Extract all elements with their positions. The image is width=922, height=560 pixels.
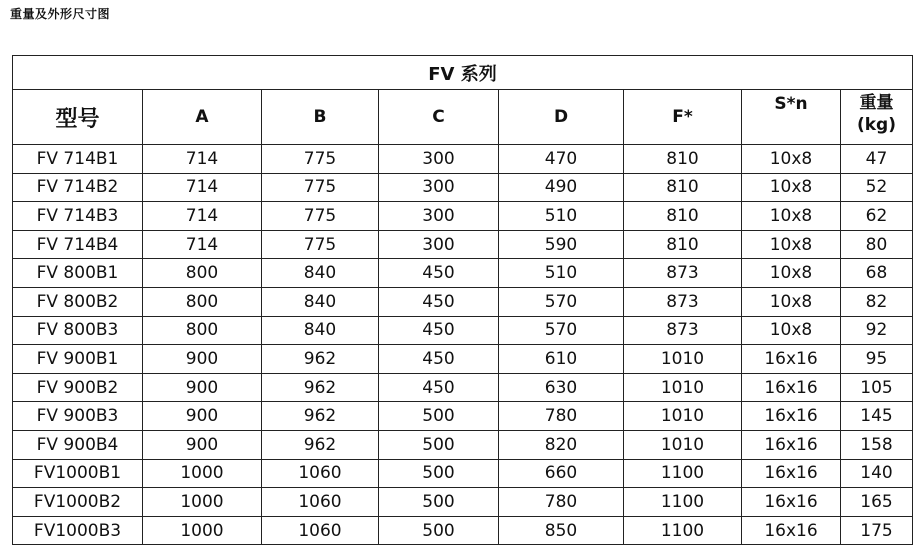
- series-title-row: [13, 56, 913, 90]
- cell-d: 510: [499, 202, 624, 231]
- table-row: [13, 202, 913, 231]
- cell-c: 300: [379, 230, 499, 259]
- cell-model: FV 900B1: [13, 345, 143, 374]
- cell-b: 1060: [262, 459, 379, 488]
- header-f: F*: [624, 90, 742, 145]
- cell-sn: 10x8: [742, 287, 841, 316]
- cell-f: 1010: [624, 373, 742, 402]
- cell-weight: 82: [841, 287, 913, 316]
- cell-f: 873: [624, 287, 742, 316]
- cell-sn: 10x8: [742, 145, 841, 174]
- cell-f: 810: [624, 202, 742, 231]
- cell-sn: 16x16: [742, 459, 841, 488]
- cell-c: 450: [379, 345, 499, 374]
- header-model: 型号: [13, 90, 143, 145]
- cell-weight: 105: [841, 373, 913, 402]
- cell-a: 714: [143, 173, 262, 202]
- cell-a: 800: [143, 259, 262, 288]
- cell-f: 1010: [624, 430, 742, 459]
- cell-f: 873: [624, 259, 742, 288]
- cell-model: FV 714B1: [13, 145, 143, 174]
- table-row: [13, 345, 913, 374]
- cell-a: 900: [143, 345, 262, 374]
- table-row: [13, 373, 913, 402]
- cell-weight: 158: [841, 430, 913, 459]
- table-row: [13, 173, 913, 202]
- cell-weight: 62: [841, 202, 913, 231]
- cell-d: 610: [499, 345, 624, 374]
- cell-weight: 175: [841, 516, 913, 545]
- cell-model: FV 800B2: [13, 287, 143, 316]
- cell-model: FV 714B4: [13, 230, 143, 259]
- fv-series-spec-table: [12, 55, 913, 545]
- cell-sn: 10x8: [742, 316, 841, 345]
- cell-sn: 16x16: [742, 345, 841, 374]
- cell-d: 470: [499, 145, 624, 174]
- cell-c: 300: [379, 145, 499, 174]
- cell-weight: 68: [841, 259, 913, 288]
- cell-sn: 10x8: [742, 230, 841, 259]
- header-weight-unit: (kg): [856, 115, 896, 135]
- cell-b: 962: [262, 430, 379, 459]
- cell-b: 775: [262, 173, 379, 202]
- cell-f: 1010: [624, 345, 742, 374]
- cell-d: 570: [499, 287, 624, 316]
- cell-f: 1100: [624, 516, 742, 545]
- cell-a: 800: [143, 287, 262, 316]
- cell-d: 510: [499, 259, 624, 288]
- cell-b: 775: [262, 202, 379, 231]
- cell-sn: 16x16: [742, 488, 841, 517]
- spec-table-body: [13, 145, 913, 545]
- cell-weight: 140: [841, 459, 913, 488]
- cell-sn: 10x8: [742, 173, 841, 202]
- cell-model: FV 900B3: [13, 402, 143, 431]
- table-row: [13, 230, 913, 259]
- cell-d: 630: [499, 373, 624, 402]
- column-header-row: [13, 90, 913, 145]
- cell-b: 1060: [262, 488, 379, 517]
- cell-c: 500: [379, 488, 499, 517]
- cell-b: 962: [262, 373, 379, 402]
- cell-b: 962: [262, 402, 379, 431]
- table-row: [13, 430, 913, 459]
- cell-model: FV 900B2: [13, 373, 143, 402]
- cell-model: FV 714B2: [13, 173, 143, 202]
- cell-a: 1000: [143, 459, 262, 488]
- cell-b: 840: [262, 287, 379, 316]
- cell-a: 900: [143, 402, 262, 431]
- cell-model: FV1000B3: [13, 516, 143, 545]
- cell-model: FV 800B3: [13, 316, 143, 345]
- cell-model: FV1000B2: [13, 488, 143, 517]
- cell-c: 500: [379, 402, 499, 431]
- table-row: [13, 259, 913, 288]
- cell-c: 500: [379, 430, 499, 459]
- cell-a: 900: [143, 373, 262, 402]
- table-row: [13, 459, 913, 488]
- cell-model: FV 900B4: [13, 430, 143, 459]
- cell-weight: 52: [841, 173, 913, 202]
- cell-weight: 145: [841, 402, 913, 431]
- cell-d: 570: [499, 316, 624, 345]
- series-title: FV 系列: [13, 56, 913, 90]
- table-row: [13, 287, 913, 316]
- cell-f: 1100: [624, 488, 742, 517]
- header-weight: [841, 90, 913, 145]
- cell-d: 780: [499, 402, 624, 431]
- cell-f: 810: [624, 145, 742, 174]
- header-c: C: [379, 90, 499, 145]
- cell-d: 590: [499, 230, 624, 259]
- cell-b: 1060: [262, 516, 379, 545]
- cell-model: FV1000B1: [13, 459, 143, 488]
- header-b: B: [262, 90, 379, 145]
- cell-b: 775: [262, 145, 379, 174]
- header-sn: S*n: [742, 90, 841, 145]
- table-row: [13, 316, 913, 345]
- cell-d: 850: [499, 516, 624, 545]
- cell-d: 660: [499, 459, 624, 488]
- cell-b: 775: [262, 230, 379, 259]
- cell-model: FV 800B1: [13, 259, 143, 288]
- cell-weight: 80: [841, 230, 913, 259]
- cell-weight: 47: [841, 145, 913, 174]
- cell-c: 500: [379, 516, 499, 545]
- cell-a: 1000: [143, 516, 262, 545]
- cell-c: 300: [379, 202, 499, 231]
- cell-weight: 95: [841, 345, 913, 374]
- cell-sn: 16x16: [742, 373, 841, 402]
- cell-f: 873: [624, 316, 742, 345]
- cell-a: 714: [143, 202, 262, 231]
- cell-a: 800: [143, 316, 262, 345]
- cell-c: 450: [379, 287, 499, 316]
- table-row: [13, 516, 913, 545]
- cell-f: 1100: [624, 459, 742, 488]
- cell-d: 780: [499, 488, 624, 517]
- cell-weight: 92: [841, 316, 913, 345]
- cell-sn: 16x16: [742, 402, 841, 431]
- cell-sn: 10x8: [742, 202, 841, 231]
- cell-d: 490: [499, 173, 624, 202]
- cell-b: 840: [262, 316, 379, 345]
- cell-f: 810: [624, 173, 742, 202]
- cell-sn: 10x8: [742, 259, 841, 288]
- cell-f: 1010: [624, 402, 742, 431]
- cell-a: 714: [143, 230, 262, 259]
- cell-weight: 165: [841, 488, 913, 517]
- cell-a: 714: [143, 145, 262, 174]
- header-a: A: [143, 90, 262, 145]
- table-row: [13, 402, 913, 431]
- cell-model: FV 714B3: [13, 202, 143, 231]
- cell-c: 450: [379, 259, 499, 288]
- cell-d: 820: [499, 430, 624, 459]
- document-title: 重量及外形尺寸图: [10, 7, 111, 21]
- cell-c: 500: [379, 459, 499, 488]
- cell-c: 300: [379, 173, 499, 202]
- cell-sn: 16x16: [742, 430, 841, 459]
- cell-c: 450: [379, 373, 499, 402]
- table-row: [13, 488, 913, 517]
- cell-a: 900: [143, 430, 262, 459]
- table-row: [13, 145, 913, 174]
- cell-c: 450: [379, 316, 499, 345]
- cell-sn: 16x16: [742, 516, 841, 545]
- cell-b: 962: [262, 345, 379, 374]
- cell-b: 840: [262, 259, 379, 288]
- header-d: D: [499, 90, 624, 145]
- cell-a: 1000: [143, 488, 262, 517]
- cell-f: 810: [624, 230, 742, 259]
- header-weight-label: 重量: [859, 93, 894, 113]
